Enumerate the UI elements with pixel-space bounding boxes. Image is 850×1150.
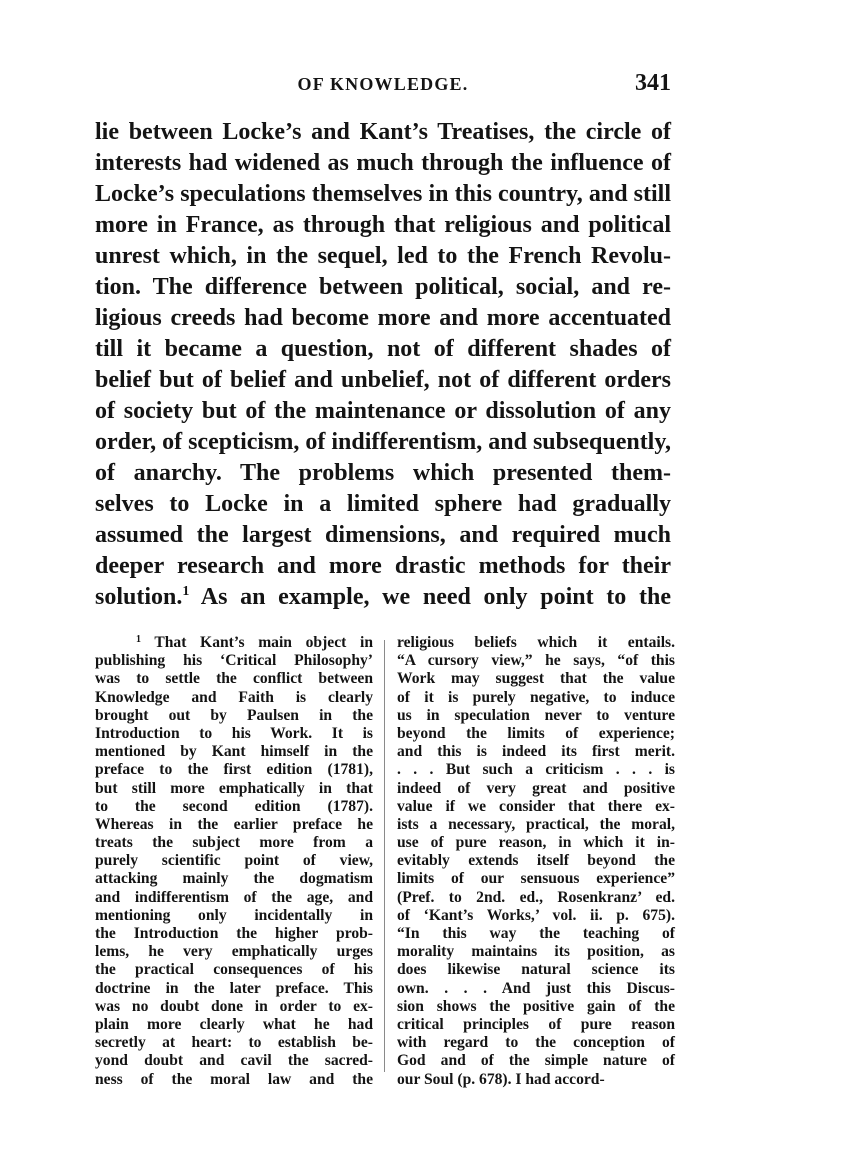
body-line-start: solution. (95, 584, 183, 610)
footnote-line: . . . But such a criticism . . . is (397, 761, 675, 779)
body-line-end: As an example, we need only point to the (189, 584, 671, 610)
footnote-line: was no doubt done in order to ex- (95, 997, 373, 1015)
body-text (95, 117, 671, 613)
footnote-line: attacking mainly the dogmatism (95, 870, 373, 888)
running-head (95, 70, 671, 100)
body-line: order, of scepticism, of indifferentism, and subsequently, (95, 429, 672, 455)
footnote-line: “A cursory view,” he says, “of this (397, 652, 675, 670)
body-line: till it became a question, not of different shades of (95, 336, 671, 362)
body-line: deeper research and more drastic methods for their (95, 553, 671, 579)
footnote-line: secretly at heart: to establish be- (95, 1034, 373, 1052)
body-line: more in France, as through that religious and political (95, 212, 671, 238)
footnote-line: doctrine in the later preface. This (95, 979, 373, 997)
footnote-line: own. . . . And just this Discus- (397, 979, 675, 997)
footnote-line: (Pref. to 2nd. ed., Rosenkranz’ ed. (397, 888, 675, 906)
body-line: unrest which, in the sequel, led to the French Revolu- (95, 243, 671, 269)
body-line: interests had widened as much through the influence of (95, 150, 671, 176)
footnote-line: does likewise natural science its (397, 961, 675, 979)
column-divider (384, 640, 385, 1072)
body-line: lie between Locke’s and Kant’s Treatises, the circle of (95, 119, 671, 145)
footnote-line: morality maintains its position, as (397, 943, 675, 961)
footnote-line: of it is purely negative, to induce (397, 688, 675, 706)
footnote-line: the Introduction the higher prob- (95, 925, 373, 942)
footnote-line: ness of the moral law and the (95, 1070, 373, 1088)
body-line: belief but of belief and unbelief, not of different orders (95, 367, 671, 393)
footnote-line: value if we consider that there ex- (397, 797, 675, 815)
footnote-line: but still more emphatically in that (95, 779, 373, 797)
footnote-line: “In this way the teaching of (397, 925, 675, 942)
body-line (95, 582, 671, 613)
footnote-line: Introduction to his Work. It is (95, 724, 373, 742)
footnote-line (95, 634, 373, 652)
footnote-line: beyond the limits of experience; (397, 724, 675, 742)
body-line: of anarchy. The problems which presented them- (95, 460, 671, 486)
footnote-line: with regard to the conception of (397, 1034, 675, 1052)
body-line: selves to Locke in a limited sphere had gradually (95, 491, 671, 517)
footnote-line: the practical consequences of his (95, 961, 373, 979)
footnote-line: our Soul (p. 678). I had accord- (397, 1070, 605, 1088)
page-number: 341 (635, 70, 671, 96)
footnote-line: use of pure reason, in which it in- (397, 834, 675, 852)
footnote-line: and this is indeed its first merit. (397, 743, 675, 761)
footnote-line: God and of the simple nature of (397, 1052, 675, 1070)
footnote-line: Work may suggest that the value (397, 670, 675, 688)
body-line: assumed the largest dimensions, and required much (95, 522, 671, 548)
footnote-line: treats the subject more from a (95, 834, 373, 852)
footnote-line: lems, he very emphatically urges (95, 943, 373, 961)
footnote-line: to the second edition (1787). (95, 797, 373, 815)
footnote-line: publishing his ‘Critical Philosophy’ (95, 652, 373, 670)
footnote-line: ists a necessary, practical, the moral, (397, 815, 675, 833)
footnote-reference: 1 (182, 584, 190, 599)
body-line: tion. The difference between political, social, and re- (95, 274, 671, 300)
footnote-line: plain more clearly what he had (95, 1015, 373, 1033)
footnote-line: preface to the first edition (1781), (95, 761, 373, 779)
footnote-line: Knowledge and Faith is clearly (95, 688, 373, 706)
footnote-line: limits of our sensuous experience” (397, 870, 675, 888)
footnote-column-right (397, 634, 675, 1089)
footnote-line: indeed of very great and positive (397, 779, 675, 797)
footnote-line: was to settle the conflict between (95, 670, 373, 688)
footnote-line: of ‘Kant’s Works,’ vol. ii. p. 675). (397, 906, 675, 924)
footnote-line: mentioned by Kant himself in the (95, 743, 373, 761)
footnote-line: us in speculation never to venture (397, 706, 675, 724)
footnote-column-left (95, 634, 373, 1089)
footnote-line: purely scientific point of view, (95, 852, 373, 870)
footnote-line: evitably extends itself beyond the (397, 852, 675, 870)
body-line: of society but of the maintenance or dissolution of any (95, 398, 671, 424)
footnote-line: and indifferentism of the age, and (95, 888, 373, 906)
body-line: Locke’s speculations themselves in this country, and still (95, 181, 671, 207)
footnote-line: critical principles of pure reason (397, 1015, 675, 1033)
chapter-title: OF KNOWLEDGE. (297, 74, 469, 94)
body-line: ligious creeds had become more and more accentuated (95, 305, 671, 331)
footnote-marker: 1 (135, 634, 141, 645)
footnote-line: mentioning only incidentally in (95, 906, 373, 924)
footnote-line: sion shows the positive gain of the (397, 997, 675, 1015)
footnotes (95, 634, 675, 1088)
footnote-line: brought out by Paulsen in the (95, 706, 373, 724)
footnote-line: Whereas in the earlier preface he (95, 815, 373, 833)
footnote-first-line: That Kant’s main object in (154, 634, 373, 651)
footnote-line: yond doubt and cavil the sacred- (95, 1052, 373, 1070)
footnote-line: religious beliefs which it entails. (397, 634, 675, 651)
